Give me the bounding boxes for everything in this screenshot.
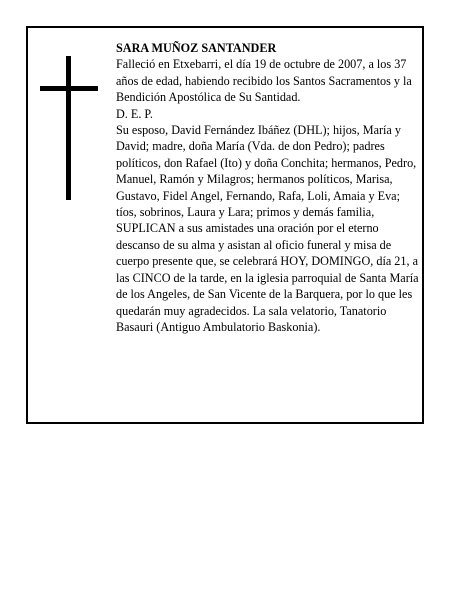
rest-in-peace: D. E. P. <box>116 106 153 121</box>
cross-horizontal-bar <box>40 86 98 91</box>
family-and-service-details: Su esposo, David Fernández Ibáñez (DHL); hijos, María y David; madre, doña María (Vda. de don Pedro); padres políticos, don Rafael (Ito) y doña Conchita; hermanos, Pedro, Manuel, Ramón y Milagros; hermanos políticos, Marisa, Gustavo, Fidel Angel, Fernando, Rafa, Loli, Amaia y Eva; tíos, sobrinos, Laura y Lara; primos y demás familia, SUPLICAN a sus amistades una oración por el eterno descanso de su alma y asistan al oficio funeral y misa de cuerpo presente que, se celebrará HOY, DOMINGO, día 21, a las CINCO de la tarde, en la iglesia parroquial de Santa María de los Angeles, de San Vicente de la Barquera, por lo que les quedarán muy agradecidos. La sala velatorio, Tanatorio Basauri (Antiguo Ambulatorio Baskonia). <box>116 123 419 334</box>
obituary-notice <box>26 26 424 424</box>
death-announcement: Falleció en Etxebarri, el día 19 de octubre de 2007, a los 37 años de edad, habiendo recibido los Santos Sacramentos y la Bendición Apostólica de Su Santidad. <box>116 57 412 105</box>
cross-icon <box>40 56 98 200</box>
notice-body <box>116 40 420 335</box>
deceased-name: SARA MUÑOZ SANTANDER <box>116 41 277 55</box>
cross-vertical-bar <box>66 56 71 200</box>
